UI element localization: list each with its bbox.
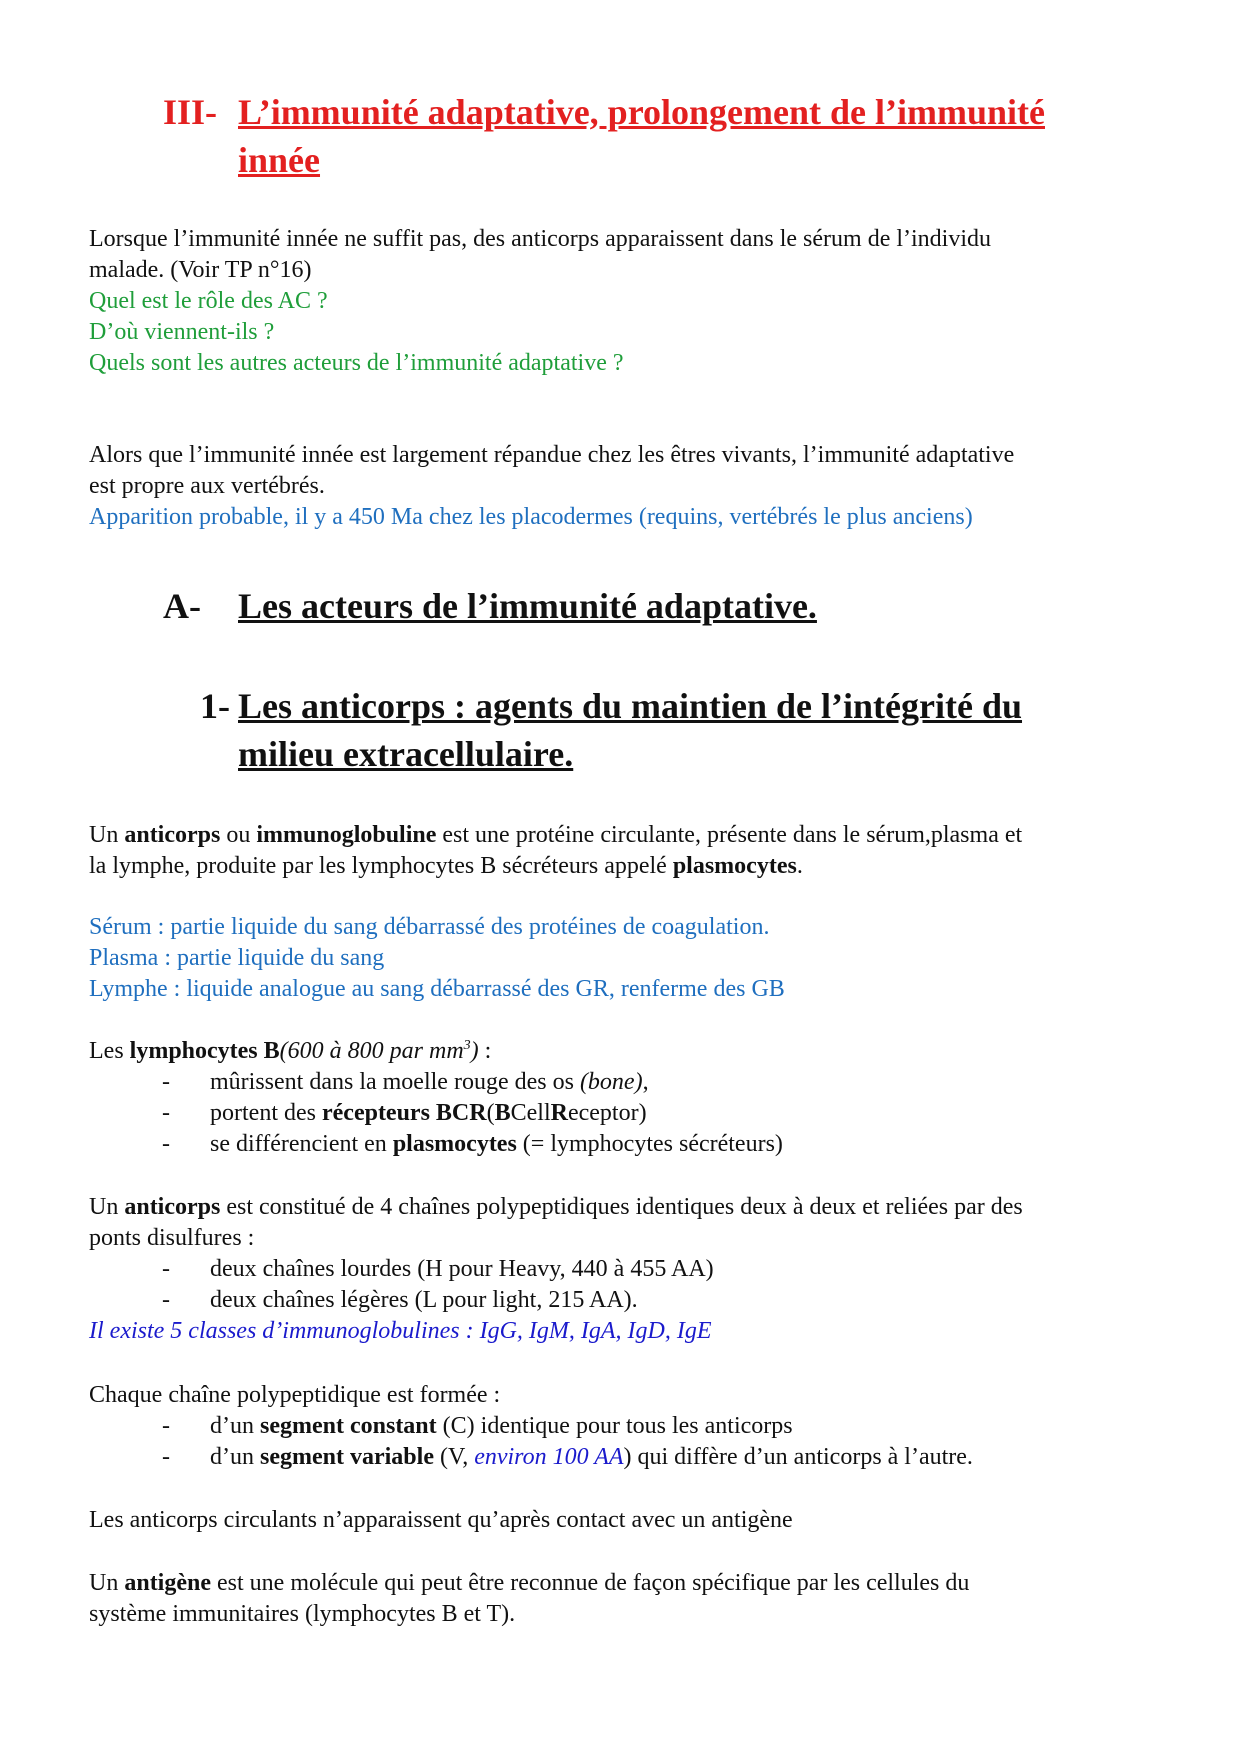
lymphocytes-b-block: Les lymphocytes B(600 à 800 par $mm^3$) : - mûrissent dans la moelle rouge des os (bone), - portent des récepteurs BCR(BCellReceptor) - se différencient en plasmocytes (= lymphocytes sécréteurs) — [89, 1036, 1189, 1160]
note: Apparition probable, il y a 450 Ma chez les placodermes (requins, vertébrés le plus anciens) — [89, 504, 973, 530]
sub-number: 1- — [200, 686, 230, 726]
list-item: - deux chaînes lourdes (H pour Heavy, 440 à 455 AA) — [162, 1254, 1209, 1285]
list-item: - mûrissent dans la moelle rouge des os (bone), — [162, 1067, 1189, 1098]
intro-line: malade. (Voir TP n°16) — [89, 257, 312, 283]
immunoglobulin-classes: Il existe 5 classes d’immunoglobulines : IgG, IgM, IgA, IgD, IgE — [89, 1318, 712, 1344]
paragraph-line: est propre aux vertébrés. — [89, 473, 325, 499]
lymphocytes-b-list — [162, 1067, 1189, 1160]
question: Quel est le rôle des AC ? — [89, 288, 328, 314]
intro-line: Lorsque l’immunité innée ne suffit pas, des anticorps apparaissent dans le sérum de l’individu — [89, 226, 992, 252]
list-item: - d’un segment constant (C) identique pour tous les anticorps — [162, 1411, 1189, 1442]
antigen-block: Les anticorps circulants n’apparaissent qu’après contact avec un antigène — [89, 1507, 793, 1533]
antibody-definition: Un anticorps ou immunoglobuline est une protéine circulante, présente dans le sérum,plasma et la lymphe, produite par les lymphocytes B sécréteurs appelé plasmocytes. — [89, 822, 1023, 879]
segments-list — [162, 1411, 1189, 1473]
question: D’où viennent-ils ? — [89, 319, 275, 345]
glossary-plasma: Plasma : partie liquide du sang — [89, 945, 385, 971]
list-item: - deux chaînes légères (L pour light, 215 AA). — [162, 1285, 1209, 1316]
glossary-lymphe: Lymphe : liquide analogue au sang débarrassé des GR, renferme des GB — [89, 976, 785, 1002]
chains-list — [162, 1254, 1209, 1316]
subsection-number: A- — [163, 586, 201, 626]
intro-block — [89, 224, 1169, 379]
vertebrate-block — [89, 440, 1189, 533]
sub-title: Les anticorps : agents du maintien de l’intégrité du milieu extracellulaire. — [238, 686, 1023, 774]
glossary — [89, 912, 1189, 1005]
subsection-title: Les acteurs de l’immunité adaptative. — [238, 586, 817, 626]
list-item: - d’un segment variable (V, environ 100 AA) qui diffère d’un anticorps à l’autre. — [162, 1442, 1189, 1473]
glossary-serum: Sérum : partie liquide du sang débarrassé des protéines de coagulation. — [89, 914, 770, 940]
list-item: - se différencient en plasmocytes (= lymphocytes sécréteurs) — [162, 1129, 1189, 1160]
antibody-structure: Un anticorps est constitué de 4 chaînes polypeptidiques identiques deux à deux et reliées par des ponts disulfures : - deux chaînes lourdes (H pour Heavy, 440 à 455 AA) - deux chaînes légères (L pour light, 215 AA). Il existe 5 classes d’immunoglobulines : IgG, IgM, IgA, IgD, IgE — [89, 1192, 1209, 1347]
question: Quels sont les autres acteurs de l’immunité adaptative ? — [89, 350, 624, 376]
chain-composition: Chaque chaîne polypeptidique est formée : - d’un segment constant (C) identique pour tous les anticorps - d’un segment variable (V, environ 100 AA) qui diffère d’un anticorps à l’autre. — [89, 1380, 1189, 1473]
section-title: L’immunité adaptative, prolongement de l’immunité innée — [238, 92, 1045, 180]
section-number: III- — [163, 92, 218, 132]
paragraph-line: Alors que l’immunité innée est largement répandue chez les êtres vivants, l’immunité adaptative — [89, 442, 1015, 468]
antigen-definition: Un antigène est une molécule qui peut être reconnue de façon spécifique par les cellules du système immunitaires (lymphocytes B et T). — [89, 1570, 970, 1627]
list-item: - portent des récepteurs BCR(BCellReceptor) — [162, 1098, 1189, 1129]
